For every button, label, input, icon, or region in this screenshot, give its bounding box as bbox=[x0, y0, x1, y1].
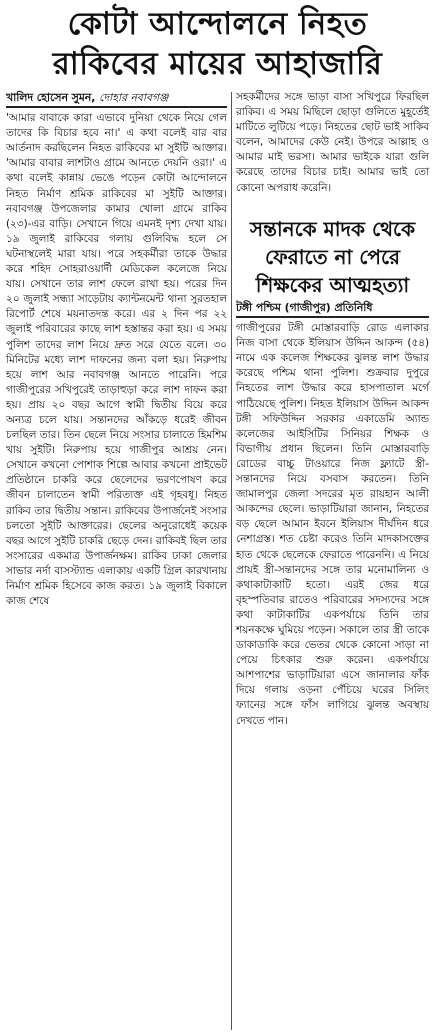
secondary-article-body: গাজীপুরের টঙ্গী মোস্তারবাড়ি রোড এলাকার নিজ বাসা থেকে ইলিয়াস উদ্দিন আকন্দ (৫৪) নামে এক কলেজ শিক্ষকের ঝুলন্ত লাশ উদ্ধার করেছে পশ্চিম থানা পুলিশ। শুক্রবার দুপুরে নিহতের লাশ উদ্ধার করে হাসপাতাল মর্গে পাঠিয়েছে পুলিশ। নিহত ইলিয়াস উদ্দিন আকন্দ টঙ্গী সফিউদ্দিন সরকার একাডেমি অ্যান্ড কলেজের আইসিটির সিনিয়র শিক্ষক ও বিভাগীয় প্রধান ছিলেন। তিনি মোস্তারবাড়ি রোডের বাচ্চু টাওয়ারে নিজ ফ্ল্যাটে স্ত্রী-সন্তানদের নিয়ে বসবাস করতেন। তিনি জামালপুর জেলা সদরের মৃত রায়হান আলী আকন্দের ছেলে। ভাড়াটিয়ারা জানান, নিহতের বড় ছেলে আমান ইবনে ইলিয়াস দীর্ঘদিন ধরে নেশাগ্রস্ত। শত চেষ্টা করেও তিনি মাদকাসক্তের হাত থেকে ছেলেকে ফেরাতে পারেননি। এ নিয়ে প্রায়ই স্ত্রী-সন্তানদের সঙ্গে তার মনোমালিন্য ও কথাকাটাকাটি হতো। এরই জের ধরে বৃহস্পতিবার রাতেও পরিবারের সদস্যদের সঙ্গে কথা কাটাকাটির একপর্যায়ে তিনি তার শয়নকক্ষে ঘুমিয়ে পড়েন। সকালে তার স্ত্রী তাকে ডাকাডাকি করে ভেতর থেকে কোনো সাড়া না পেয়ে চিৎকার শুরু করেন। একপর্যায়ে আশপাশের ভাড়াটিয়ারা এসে জানালার ফাঁক দিয়ে গলায় ওড়না পেঁচিয়ে ঘরের সিলিং ফ্যানের সঙ্গে ফাঁস লাগিয়ে ঝুলন্ত অবস্থায় দেখতে পান। bbox=[236, 322, 429, 727]
headline bbox=[0, 4, 435, 84]
headline-line-2: রাকিবের মায়ের আহাজারি bbox=[52, 46, 383, 82]
headline-line-1: কোটা আন্দোলনে নিহত bbox=[67, 6, 368, 42]
secondary-article bbox=[236, 300, 429, 729]
article-right-column bbox=[236, 90, 429, 196]
article-body-left: 'আমার বাবাকে কারা এভাবে দুনিয়া থেকে নিয়ে গেল তাদের কি বিচার হবে না।' এ কথা বলেই বার বার আর্তনাদ করছিলেন নিহত রাকিবের মা সুইটি আক্তার। 'আমার বাবার লাশটাও গ্রামে আনতে দেয়নি ওরা।' এ কথা বলেই কান্নায় ভেঙে পড়েন কোটা আন্দোলনে নিহত নির্মাণ শ্রমিক রাকিবের মা সুইটি আক্তার। নবাবগঞ্জ উপজেলার কামার খোলা গ্রামে রাকিব (২৩)-এর বাড়ি। সেখানে গিয়ে এমনই দৃশ্য দেখা যায়। ১৯ জুলাই রাকিবের গলায় গুলিবিদ্ধ হলে সে ঘটনাস্থলেই মারা যায়। পরে সহকর্মীরা তাকে উদ্ধার করে শহিদ সোহরাওয়ার্দী মেডিকেল কলেজে নিয়ে যায়। সেখানে তার লাশ ফেলে রাখা হয়। পরের দিন ২০ জুলাই সন্ধ্যা সাড়েটায় ক্যান্টনমেন্ট থানা সুরতহাল রিপোর্ট শেষে ময়নাতদন্ত করে। এর ২ দিন পর ২২ জুলাই পরিবারের কাছে লাশ হস্তান্তর করা হয়। এ সময় পুলিশ তাদের লাশ নিয়ে দ্রুত সরে যেতে বলে। ৩০ মিনিটের মধ্যে লাশ দাফনের জন্য বলা হয়। নিরুপায় হয়ে লাশ আর নবাবগঞ্জ আনতে পারেনি। পরে গাজীপুরের সখিপুরেই তাড়াহুড়া করে লাশ দাফন করা হয়। প্রায় ২০ বছর আগে স্বামী দ্বিতীয় বিয়ে করে অন্যত্র চলে যায়। সন্তানদের আঁকড়ে ধরেই জীবন চলছিল তার। তিন ছেলে নিয়ে সংসার চালাতে হিমশিম খায় সুইটি। নিরুপায় হয়ে গাজীপুর আশ্রয় নেন। সেখানে কখনো পোশাক শিল্পে আবার কখনো প্রাইভেট প্রতিষ্ঠানে চাকরি করে ছেলেদের ভরণপোষণ করে জীবন চালাতেন স্বামী পরিত্যক্ত এই গৃহবধূ। নিহত রাকিব তার দ্বিতীয় সন্তান। রাকিবের উপার্জনেই সংসার চলতো সুইটি আক্তারের। ছেলের অনুরোধেই কয়েক বছর আগে সুইটি চাকরি ছেড়ে দেন। রাকিবই ছিল তার সংসারের একমাত্র উপার্জনক্ষম। রাকিব ঢাকা জেলার সাভার নর্দা বাসস্ট্যান্ড এলাকায় একটি গ্রিল কারখানায় নির্মাণ শ্রমিক হিসেবে কাজ করত। ১৯ জুলাই বিকালে কাজ শেষে bbox=[6, 112, 227, 608]
secondary-byline: টঙ্গী পশ্চিম (গাজীপুর) প্রতিনিধি bbox=[236, 300, 429, 318]
byline-place: দোহার নবাবগঞ্জ bbox=[99, 91, 169, 104]
article-left-column bbox=[6, 90, 227, 609]
byline-name: খালিদ হোসেন সুমন, bbox=[6, 91, 96, 104]
secondary-headline: সন্তানকে মাদক থেকে ফেরাতে না পেরে শিক্ষকের আত্মহত্যা bbox=[249, 217, 416, 297]
column-divider bbox=[231, 92, 232, 1030]
article-body-right: সহকর্মীদের সঙ্গে ভাড়া বাসা সখিপুরে ফিরছিল রাকিব। এ সময় মিছিলে ছোড়া গুলিতে মুহূর্তেই মাটিতে লুটিয়ে পড়ে। নিহতের ছোট ভাই সাকিব বলেন, আমাদের কেউ নেই। উপরে আল্লাহ ও আমার মাই ভরসা। আমার ভাইকে যারা গুলি করেছে তাদের বিচার চাই। আমার ভাই তো কোনো অপরাধ করেনি। bbox=[236, 91, 429, 194]
byline bbox=[6, 90, 227, 108]
